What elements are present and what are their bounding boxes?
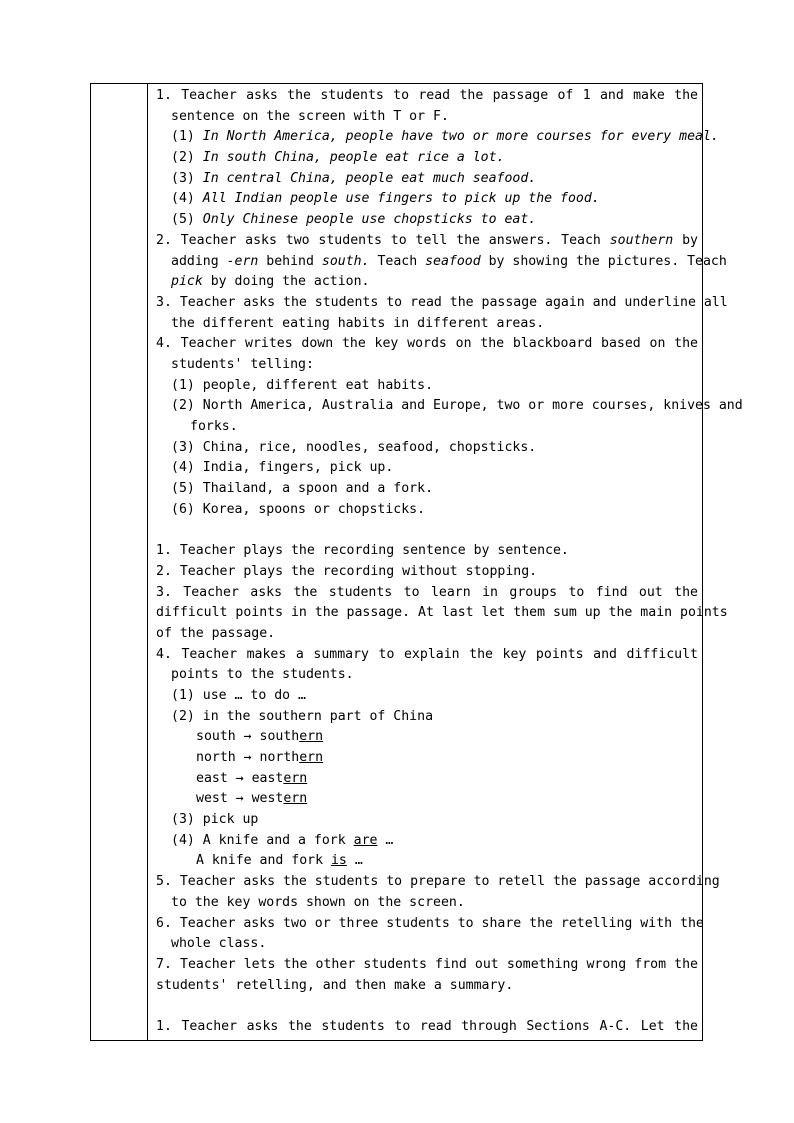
text-line [156, 314, 698, 335]
line-text: (1) use … to do … [171, 687, 306, 703]
line-text: 7. Teacher lets the other students find out something wrong from the [156, 956, 698, 972]
underlined-text: is [330, 853, 347, 869]
underlined-text: ern [283, 770, 308, 786]
line-text: sentence on the screen with T or F. [171, 108, 449, 124]
text-line [156, 707, 698, 728]
text-line [156, 810, 698, 831]
text-line [156, 169, 698, 190]
line-text: 1. Teacher asks the students to read the passage of 1 and make the [156, 88, 698, 103]
line-text: adding [171, 253, 227, 269]
text-line [156, 955, 698, 976]
line-text: (1) [171, 129, 203, 145]
italic-text: pick [171, 274, 203, 290]
line-text: students' telling: [171, 356, 314, 372]
text-line [156, 624, 698, 645]
line-text: forks. [190, 419, 238, 434]
line-text: (4) [171, 191, 203, 207]
line-text: whole class. [171, 936, 267, 952]
blank-line [156, 996, 698, 1017]
line-text: south → south [196, 729, 300, 745]
line-text: by [673, 232, 698, 248]
line-text: A knife and fork [196, 853, 331, 869]
line-text: west → west [196, 791, 284, 807]
text-line [156, 127, 719, 148]
text-line [156, 562, 698, 583]
text-line [156, 210, 698, 231]
text-line [156, 665, 698, 686]
line-text: (2) [171, 150, 203, 166]
line-text: (5) Thailand, a spoon and a fork. [171, 481, 434, 497]
text-line [156, 748, 698, 769]
line-text: 2. Teacher asks two students to tell the answers. Teach [156, 232, 610, 248]
italic-text: south. [321, 253, 370, 269]
line-text: students' retelling, and then make a summary. [156, 977, 514, 993]
italic-text: -ern [226, 253, 259, 269]
text-line [156, 376, 698, 397]
text-line [156, 914, 704, 935]
italic-text: seafood [425, 253, 481, 269]
line-text: … [377, 832, 394, 848]
line-text: (1) people, different eat habits. [171, 377, 434, 393]
underlined-text: ern [299, 750, 324, 765]
underlined-text: are [353, 832, 378, 848]
text-line [156, 355, 698, 376]
line-text: 3. Teacher asks the students to read the passage again and underline all [156, 294, 728, 310]
line-text: (3) pick up [171, 812, 259, 828]
text-line [156, 603, 728, 624]
line-text: (5) [171, 212, 203, 228]
text-line [156, 583, 698, 604]
text-line [156, 438, 698, 459]
italic-text: All Indian people use fingers to pick up the food. [202, 191, 600, 207]
text-line [156, 789, 698, 810]
left-column-cell [91, 84, 148, 1040]
italic-text: In south China, people eat rice a lot. [202, 150, 505, 166]
line-text: Teach [369, 253, 426, 269]
line-text: 1. Teacher asks the students to read through Sections A-C. Let the [156, 1018, 698, 1034]
text-line [156, 1017, 698, 1038]
line-text: difficult points in the passage. At last let them sum up the main points [156, 605, 728, 621]
italic-text: In North America, people have two or more courses for every meal. [202, 129, 719, 145]
lesson-plan-table [90, 83, 743, 1041]
text-line [156, 479, 698, 500]
text-line [156, 148, 698, 169]
line-text: north → north [196, 750, 300, 765]
line-text: east → east [196, 770, 284, 786]
line-text: (2) in the southern part of China [171, 708, 434, 724]
text-line [156, 769, 698, 790]
blank-line [156, 520, 698, 541]
italic-text: southern [609, 232, 674, 248]
text-line [156, 872, 720, 893]
underlined-text: ern [299, 729, 324, 745]
text-line [156, 252, 727, 273]
italic-text: Only Chinese people use chopsticks to eat. [202, 212, 537, 228]
text-line [156, 107, 698, 128]
text-line [156, 541, 698, 562]
italic-text: In central China, people eat much seafood. [202, 170, 537, 186]
text-line [156, 293, 728, 314]
text-line [156, 334, 698, 355]
text-line [156, 86, 698, 107]
line-text: behind [258, 253, 322, 269]
line-text: of the passage. [156, 625, 276, 641]
underlined-text: ern [283, 791, 308, 807]
line-text: 4. Teacher makes a summary to explain the key points and difficult [156, 646, 698, 662]
line-text: (6) Korea, spoons or chopsticks. [171, 501, 426, 517]
line-text: 2. Teacher plays the recording without stopping. [156, 563, 538, 579]
line-text: (3) China, rice, noodles, seafood, chopsticks. [171, 439, 537, 455]
line-text: 1. Teacher plays the recording sentence by sentence. [156, 543, 569, 559]
line-text: 3. Teacher asks the students to learn in groups to find out the [156, 584, 698, 600]
line-text: 6. Teacher asks two or three students to share the retelling with the [156, 915, 704, 931]
text-line [156, 231, 698, 252]
line-text: (4) A knife and a fork [171, 832, 354, 848]
text-line [156, 976, 698, 997]
text-line [156, 831, 698, 852]
line-text: the different eating habits in different areas. [171, 315, 545, 331]
procedure-cell [156, 86, 743, 1038]
text-line [156, 645, 698, 666]
text-line [156, 458, 698, 479]
text-line [156, 272, 698, 293]
text-line [156, 893, 698, 914]
line-text: points to the students. [171, 667, 354, 683]
text-line [156, 396, 743, 417]
line-text: (4) India, fingers, pick up. [171, 460, 394, 476]
text-line [156, 934, 698, 955]
line-text: … [346, 853, 363, 869]
line-text: by showing the pictures. Teach [480, 253, 727, 269]
line-text: to the key words shown on the screen. [171, 894, 465, 910]
text-line [156, 417, 698, 438]
text-line [156, 727, 698, 748]
line-text: 5. Teacher asks the students to prepare to retell the passage according [156, 874, 720, 890]
line-text: 4. Teacher writes down the key words on the blackboard based on the [156, 336, 698, 352]
text-line [156, 851, 698, 872]
line-text: by doing the action. [202, 274, 370, 290]
text-line [156, 686, 698, 707]
text-line [156, 500, 698, 521]
line-text: (3) [171, 170, 203, 186]
text-line [156, 189, 698, 210]
line-text: (2) North America, Australia and Europe, two or more courses, knives and [171, 398, 743, 414]
